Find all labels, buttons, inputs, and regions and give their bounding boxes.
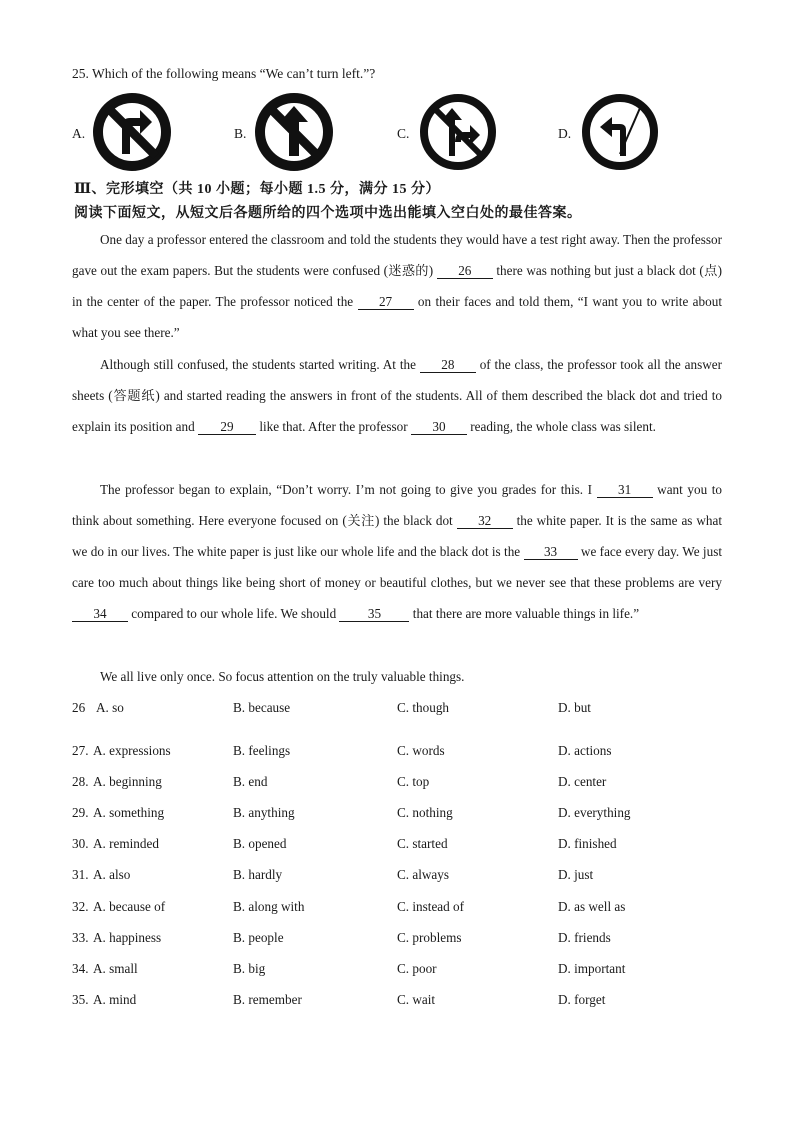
blank-35: 35 [339, 606, 409, 622]
option-c: C. instead of [397, 899, 465, 914]
no-right-turn-sign-icon [92, 92, 172, 172]
option-a: A. happiness [93, 930, 162, 945]
option-b: B. end [233, 774, 268, 789]
option-d: D. friends [558, 930, 611, 945]
blank-29: 29 [198, 419, 256, 435]
option-c: C. top [397, 774, 430, 789]
option-b-letter: B. [234, 126, 247, 141]
option-d: D. everything [558, 805, 631, 820]
option-c: C. words [397, 743, 445, 758]
option-c: C. problems [397, 930, 462, 945]
question-number: 32. [72, 899, 89, 914]
option-b: B. opened [233, 836, 287, 851]
option-d: D. finished [558, 836, 617, 851]
option-row-26 [72, 700, 732, 720]
option-row-28 [72, 774, 732, 794]
question-number: 31. [72, 867, 89, 882]
question-number: 30. [72, 836, 89, 851]
passage-paragraph-1: One day a professor entered the classroom and told the students they would have a test right away. Then the professor gave out the exam papers. But the students were confused (迷惑的) 26 there was nothing but just a black dot (点) in the center of the paper. The professor noticed the 27 on their faces and told them, “I want you to write about what you see there.” [72, 232, 722, 340]
option-a: A. mind [93, 992, 137, 1007]
question-number: 34. [72, 961, 89, 976]
option-d: D. important [558, 961, 626, 976]
option-a: A. so [96, 700, 124, 715]
option-a: A. reminded [93, 836, 159, 851]
no-straight-ahead-sign-icon [254, 92, 334, 172]
no-left-turn-sign-icon [580, 92, 660, 172]
option-row-30 [72, 836, 732, 856]
option-b: B. anything [233, 805, 295, 820]
question-number: 33. [72, 930, 89, 945]
option-row-34 [72, 961, 732, 981]
option-c: C. though [397, 700, 450, 715]
option-b: B. people [233, 930, 284, 945]
no-straight-or-right-turn-sign-icon [418, 92, 498, 172]
option-d: D. just [558, 867, 594, 882]
option-b: B. big [233, 961, 266, 976]
passage-paragraph-4: We all live only once. So focus attention on the truly valuable things. [100, 669, 465, 684]
option-d: D. forget [558, 992, 606, 1007]
blank-28: 28 [420, 357, 476, 373]
option-row-32 [72, 899, 732, 919]
question-number: 26 [72, 700, 86, 715]
section-instruction: 阅读下面短文，从短文后各题所给的四个选项中选出能填入空白处的最佳答案。 [74, 206, 582, 221]
blank-34: 34 [72, 606, 128, 622]
option-c: C. always [397, 867, 450, 882]
option-row-27 [72, 743, 732, 763]
option-c: C. poor [397, 961, 437, 976]
blank-33: 33 [524, 544, 578, 560]
section-title: Ⅲ、完形填空（共 10 小题；每小题 1.5 分，满分 15 分） [74, 182, 441, 197]
option-d: D. actions [558, 743, 612, 758]
option-a: A. beginning [93, 774, 162, 789]
option-b: B. along with [233, 899, 305, 914]
option-c-letter: C. [397, 126, 410, 141]
question-number: 29. [72, 805, 89, 820]
blank-27: 27 [358, 294, 414, 310]
option-d: D. as well as [558, 899, 626, 914]
option-c: C. wait [397, 992, 436, 1007]
passage-paragraph-2: Although still confused, the students started writing. At the 28 of the class, the professor took all the answer sheets (答题纸) and started reading the answers in front of the students. All of them described the black dot and tried to explain its position and 29 like that. After the professor 30 reading, the whole class was silent. [72, 357, 722, 434]
question-number: 35. [72, 992, 89, 1007]
option-b: B. feelings [233, 743, 291, 758]
blank-31: 31 [597, 482, 653, 498]
blank-32: 32 [457, 513, 513, 529]
option-b: B. because [233, 700, 291, 715]
passage-paragraph-3: The professor began to explain, “Don’t worry. I’m not going to give you grades for this. I 31 want you to think about something. Here everyone focused on (关注) the black dot 32 the white paper. It is the same as what we do in our lives. The white paper is just like our whole life and the black dot is the 33 we face every day. We just care too much about things like being short of money or beautiful clothes, but we never see that these problems are very 34 compared to our whole life. We should 35 that there are more valuable things in life.” [72, 482, 722, 621]
option-a-letter: A. [72, 126, 86, 141]
blank-30: 30 [411, 419, 467, 435]
option-row-35 [72, 992, 732, 1012]
option-b: B. remember [233, 992, 302, 1007]
blank-26: 26 [437, 263, 493, 279]
option-a: A. because of [93, 899, 166, 914]
option-row-29 [72, 805, 732, 825]
option-c: C. nothing [397, 805, 453, 820]
option-row-31 [72, 867, 732, 887]
option-d-letter: D. [558, 126, 572, 141]
option-a: A. also [93, 867, 131, 882]
option-a: A. small [93, 961, 138, 976]
question-number: 28. [72, 774, 89, 789]
option-row-33 [72, 930, 732, 950]
option-c: C. started [397, 836, 448, 851]
option-a: A. expressions [93, 743, 171, 758]
option-b: B. hardly [233, 867, 283, 882]
question-25-text: 25. Which of the following means “We can’t turn left.”? [72, 66, 376, 81]
option-d: D. center [558, 774, 607, 789]
question-number: 27. [72, 743, 89, 758]
option-a: A. something [93, 805, 165, 820]
option-d: D. but [558, 700, 591, 715]
